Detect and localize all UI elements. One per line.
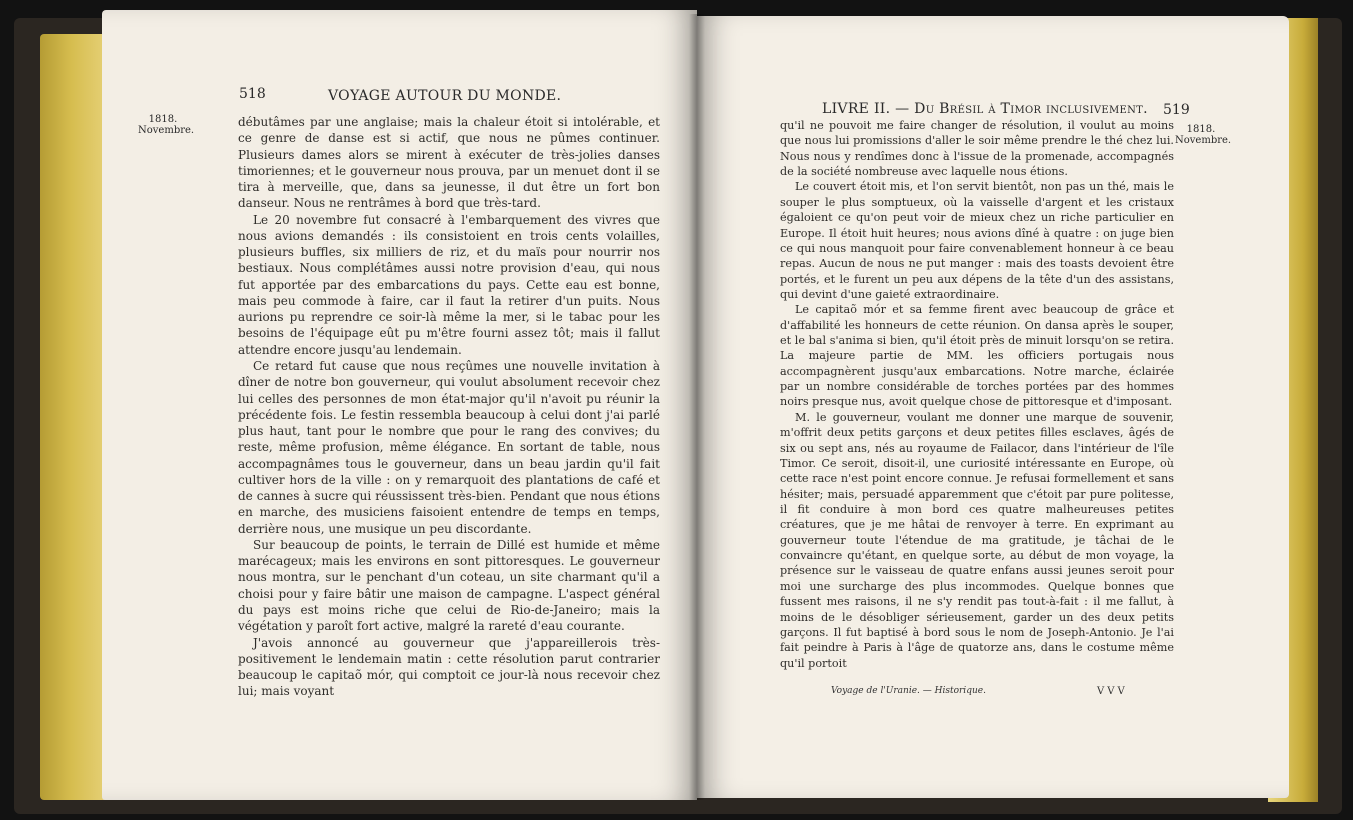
right-page	[697, 16, 1289, 798]
page-number: 519	[1163, 102, 1190, 118]
paragraph: Le capitaõ mór et sa femme firent avec beaucoup de grâce et d'affabilité les honneurs de cette réunion. On dansa après le souper, et le bal s'anima si bien, qu'il étoit près de minuit lorsqu'on se retira. La majeure partie de MM. les officiers portugais nous accompagnèrent jusqu'aux embarcations. Notre marche, éclairée par un nombre considérable de torches portées par des hommes noirs presque nus, avoit quelque chose de pittoresque et d'imposant.	[780, 303, 1174, 409]
left-margin-note	[138, 114, 195, 136]
paragraph: qu'il ne pouvoit me faire changer de résolution, il voulut au moins que nous lui promissions d'aller le soir même prendre le thé chez lui. Nous nous y rendîmes donc à l'issue de la promenade, accompagnés de la société nombreuse avec laquelle nous étions.	[780, 119, 1174, 179]
running-head-title: Du Brésil à Timor inclusivement.	[914, 101, 1148, 117]
paragraph: Le 20 novembre fut consacré à l'embarquement des vivres que nous avions demandés : ils consistoient en trois cents volailles, plusieurs buffles, six milliers de riz, et du maïs pour nourrir nos bestiaux. Nous complétâmes aussi notre provision d'eau, qui nous fut apportée par des embarcations du pays. Cette eau est bonne, mais peu commode à faire, car il faut la retirer d'un puits. Nous aurions pu reprendre ce soir-là même la mer, si le tabac pour les besoins de l'équipage eût pu m'être fourni assez tôt; mais il fallut attendre encore jusqu'au lendemain.	[238, 212, 660, 357]
left-text-block	[238, 114, 660, 700]
paragraph: Ce retard fut cause que nous reçûmes une nouvelle invitation à dîner de notre bon gouverneur, qui voulut absolument recevoir chez lui celles des personnes de mon état-major qu'il n'avoit pu réunir la précédente fois. Le festin ressembla beaucoup à celui dont j'ai parlé plus haut, tant pour le nombre que pour le rang des convives; du reste, même profusion, même élégance. En sortant de table, nous accompagnâmes tous le gouverneur, dans un beau jardin qu'il fait cultiver hors de la ville : on y remarquoit des plantations de café et de cannes à sucre qui réussissent très-bien. Pendant que nous étions en marche, des musiciens faisoient entendre de temps en temps, derrière nous, une musique un peu discordante.	[238, 358, 660, 536]
paragraph: débutâmes par une anglaise; mais la chaleur étoit si intolérable, et ce genre de danse est si actif, que nous ne pûmes continuer. Plusieurs dames alors se mirent à exécuter de très-jolies danses timoriennes; et le gouverneur nous prouva, par un menuet dont il se tira à merveille, que, dans sa jeunesse, il dut être un fort bon danseur. Nous ne rentrâmes à bord que très-tard.	[238, 115, 660, 211]
right-text-block	[780, 118, 1174, 671]
signature-mark: VVV	[1097, 686, 1128, 697]
margin-year: 1818.	[1186, 124, 1216, 135]
margin-month: Novembre.	[138, 125, 195, 136]
running-head: VOYAGE AUTOUR DU MONDE.	[328, 88, 562, 104]
book-gutter	[689, 14, 705, 800]
page-number: 518	[239, 86, 266, 102]
left-page	[102, 10, 697, 800]
running-head	[822, 101, 1148, 117]
margin-month: Novembre.	[1175, 135, 1232, 146]
page-footer: Voyage de l'Uranie. — Historique.	[831, 686, 986, 696]
running-head-prefix: LIVRE II. —	[822, 101, 915, 117]
right-margin-note	[1175, 124, 1232, 146]
margin-year: 1818.	[148, 114, 178, 125]
paragraph: Le couvert étoit mis, et l'on servit bientôt, non pas un thé, mais le souper le plus somptueux, où la vaisselle d'argent et les cristaux égaloient ce qu'on peut voir de mieux chez un riche particulier en Europe. Il étoit huit heures; nous avions dîné à quatre : on juge bien ce qui nous manquoit pour faire convenablement honneur à ce beau repas. Aucun de nous ne put manger : mais des toasts devoient être portés, et le furent un peu aux dépens de la tête d'un des assistans, qui devint d'une gaieté extraordinaire.	[780, 180, 1174, 301]
left-page-edges	[40, 34, 110, 800]
paragraph: J'avois annoncé au gouverneur que j'appareillerois très-positivement le lendemain matin : cette résolution parut contrarier beaucoup le capitaõ mór, qui comptoit ce jour-là nous recevoir chez lui; mais voyant	[238, 635, 660, 699]
paragraph: M. le gouverneur, voulant me donner une marque de souvenir, m'offrit deux petits garçons et deux petites filles esclaves, âgés de six ou sept ans, nés au royaume de Failacor, dans l'intérieur de l'île Timor. Ce seroit, disoit-il, une curiosité intéressante en Europe, où cette race n'est point encore connue. Je refusai formellement et sans hésiter; mais, persuadé apparemment que c'étoit par pure politesse, il fit conduire à mon bord ces quatre malheureuses petites créatures, que je me hâtai de renvoyer à terre. En exprimant au gouverneur toute l'étendue de ma gratitude, je tâchai de le convaincre qu'étant, en quelque sorte, au début de mon voyage, la présence sur le vaisseau de quatre enfans aussi jeunes seroit pour moi une surcharge des plus incommodes. Quelque bonnes que fussent mes raisons, il ne s'y rendit pas tout-à-fait : il me fallut, à moins de le désobliger sérieusement, garder un des deux petits garçons. Il fut baptisé à bord sous le nom de Joseph-Antonio. Je l'ai fait peindre à Paris à l'âge de quatorze ans, dans le costume même qu'il portoit	[780, 410, 1174, 670]
paragraph: Sur beaucoup de points, le terrain de Dillé est humide et même marécageux; mais les environs en sont pittoresques. Le gouverneur nous montra, sur le penchant d'un coteau, un site charmant qu'il a choisi pour y faire bâtir une maison de campagne. L'aspect général du pays est moins riche que celui de Rio-de-Janeiro; mais la végétation y paroît fort active, malgré la rareté d'eau courante.	[238, 537, 660, 634]
